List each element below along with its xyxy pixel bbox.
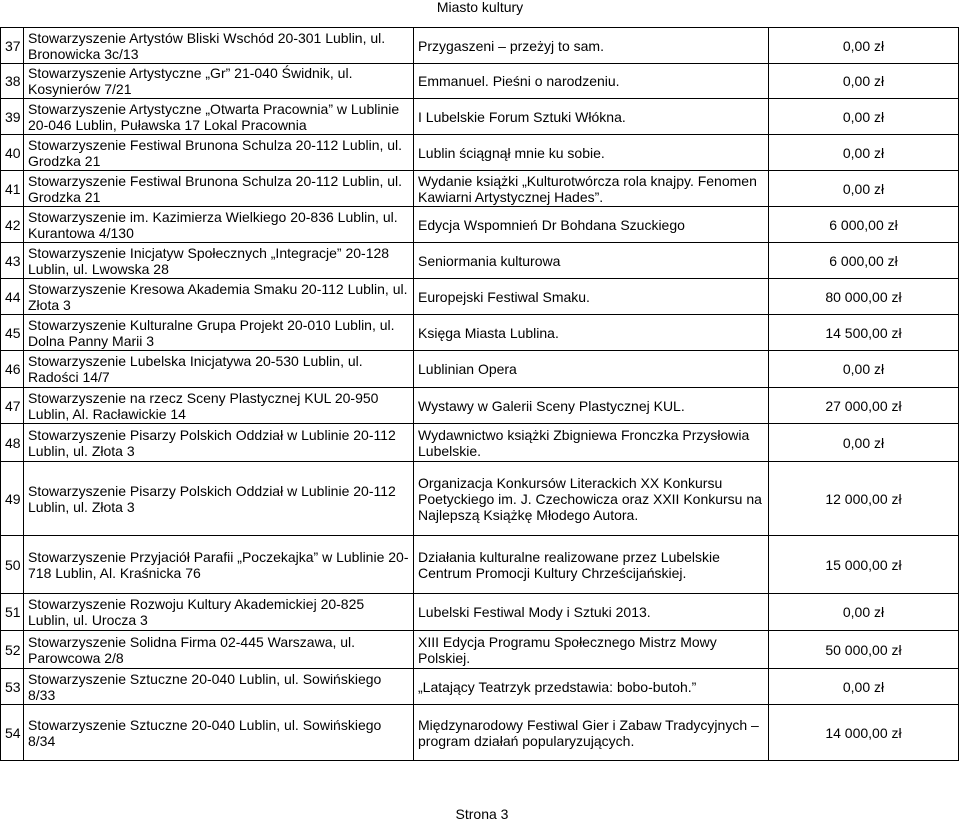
table-row [1, 243, 959, 279]
table-row [1, 135, 959, 171]
applicant-cell: Stowarzyszenie Sztuczne 20-040 Lublin, ul. Sowińskiego 8/33 [24, 669, 414, 705]
row-number: 54 [1, 705, 24, 761]
page-header [0, 0, 960, 18]
amount-cell: 50 000,00 zł [769, 631, 959, 669]
row-number: 40 [1, 135, 24, 171]
applicant-cell: Stowarzyszenie Artystyczne „Gr” 21-040 Świdnik, ul. Kosynierów 7/21 [24, 64, 414, 99]
row-number: 39 [1, 99, 24, 135]
grants-table [0, 27, 959, 761]
applicant-cell: Stowarzyszenie Festiwal Brunona Schulza 20-112 Lublin, ul. Grodzka 21 [24, 135, 414, 171]
applicant-cell: Stowarzyszenie Kresowa Akademia Smaku 20-112 Lublin, ul. Złota 3 [24, 279, 414, 315]
header-title: Miasto kultury [436, 0, 524, 15]
amount-cell: 0,00 zł [769, 99, 959, 135]
project-cell: Lublinian Opera [414, 351, 769, 388]
table-row [1, 279, 959, 315]
table-row [1, 207, 959, 243]
applicant-cell: Stowarzyszenie Lubelska Inicjatywa 20-530 Lublin, ul. Radości 14/7 [24, 351, 414, 388]
row-number: 49 [1, 462, 24, 536]
applicant-cell: Stowarzyszenie Rozwoju Kultury Akademickiej 20-825 Lublin, ul. Urocza 3 [24, 594, 414, 631]
table-row [1, 594, 959, 631]
project-cell: Seniormania kulturowa [414, 243, 769, 279]
project-cell: I Lubelskie Forum Sztuki Włókna. [414, 99, 769, 135]
amount-cell: 15 000,00 zł [769, 536, 959, 594]
amount-cell: 6 000,00 zł [769, 243, 959, 279]
table-row [1, 351, 959, 388]
row-number: 45 [1, 315, 24, 351]
table-row [1, 631, 959, 669]
grants-table-body [1, 28, 959, 761]
applicant-cell: Stowarzyszenie Pisarzy Polskich Oddział w Lublinie 20-112 Lublin, ul. Złota 3 [24, 462, 414, 536]
row-number: 44 [1, 279, 24, 315]
project-cell: Działania kulturalne realizowane przez Lubelskie Centrum Promocji Kultury Chrześcijańskiej. [414, 536, 769, 594]
project-cell: Organizacja Konkursów Literackich XX Konkursu Poetyckiego im. J. Czechowicza oraz XXII Konkursu na Najlepszą Książkę Młodego Autora. [414, 462, 769, 536]
amount-cell: 0,00 zł [769, 594, 959, 631]
amount-cell: 12 000,00 zł [769, 462, 959, 536]
project-cell: XIII Edycja Programu Społecznego Mistrz Mowy Polskiej. [414, 631, 769, 669]
row-number: 47 [1, 388, 24, 424]
table-row [1, 424, 959, 462]
amount-cell: 6 000,00 zł [769, 207, 959, 243]
amount-cell: 80 000,00 zł [769, 279, 959, 315]
table-row [1, 28, 959, 64]
project-cell: Wydawnictwo książki Zbigniewa Fronczka Przysłowia Lubelskie. [414, 424, 769, 462]
applicant-cell: Stowarzyszenie Festiwal Brunona Schulza 20-112 Lublin, ul. Grodzka 21 [24, 171, 414, 207]
table-row [1, 669, 959, 705]
applicant-cell: Stowarzyszenie Inicjatyw Społecznych „Integracje” 20-128 Lublin, ul. Lwowska 28 [24, 243, 414, 279]
row-number: 38 [1, 64, 24, 99]
table-row [1, 64, 959, 99]
amount-cell: 27 000,00 zł [769, 388, 959, 424]
amount-cell: 14 500,00 zł [769, 315, 959, 351]
project-cell: Przygaszeni – przeżyj to sam. [414, 28, 769, 64]
amount-cell: 0,00 zł [769, 669, 959, 705]
page-footer [0, 806, 960, 822]
project-cell: Lublin ściągnął mnie ku sobie. [414, 135, 769, 171]
row-number: 41 [1, 171, 24, 207]
table-row [1, 388, 959, 424]
applicant-cell: Stowarzyszenie Artystów Bliski Wschód 20-301 Lublin, ul. Bronowicka 3c/13 [24, 28, 414, 64]
applicant-cell: Stowarzyszenie Pisarzy Polskich Oddział w Lublinie 20-112 Lublin, ul. Złota 3 [24, 424, 414, 462]
project-cell: Księga Miasta Lublina. [414, 315, 769, 351]
table-row [1, 171, 959, 207]
row-number: 53 [1, 669, 24, 705]
project-cell: Europejski Festiwal Smaku. [414, 279, 769, 315]
applicant-cell: Stowarzyszenie im. Kazimierza Wielkiego 20-836 Lublin, ul. Kurantowa 4/130 [24, 207, 414, 243]
amount-cell: 0,00 zł [769, 424, 959, 462]
row-number: 48 [1, 424, 24, 462]
table-row [1, 462, 959, 536]
applicant-cell: Stowarzyszenie Solidna Firma 02-445 Warszawa, ul. Parowcowa 2/8 [24, 631, 414, 669]
row-number: 50 [1, 536, 24, 594]
project-cell: Wydanie książki „Kulturotwórcza rola knajpy. Fenomen Kawiarni Artystycznej Hades”. [414, 171, 769, 207]
row-number: 37 [1, 28, 24, 64]
applicant-cell: Stowarzyszenie na rzecz Sceny Plastycznej KUL 20-950 Lublin, Al. Racławickie 14 [24, 388, 414, 424]
row-number: 43 [1, 243, 24, 279]
project-cell: „Latający Teatrzyk przedstawia: bobo-butoh.” [414, 669, 769, 705]
row-number: 51 [1, 594, 24, 631]
table-row [1, 536, 959, 594]
applicant-cell: Stowarzyszenie Sztuczne 20-040 Lublin, ul. Sowińskiego 8/34 [24, 705, 414, 761]
project-cell: Emmanuel. Pieśni o narodzeniu. [414, 64, 769, 99]
table-row [1, 99, 959, 135]
project-cell: Lubelski Festiwal Mody i Sztuki 2013. [414, 594, 769, 631]
project-cell: Wystawy w Galerii Sceny Plastycznej KUL. [414, 388, 769, 424]
project-cell: Międzynarodowy Festiwal Gier i Zabaw Tradycyjnych – program działań popularyzujących. [414, 705, 769, 761]
row-number: 42 [1, 207, 24, 243]
amount-cell: 0,00 zł [769, 171, 959, 207]
table-row [1, 315, 959, 351]
applicant-cell: Stowarzyszenie Przyjaciół Parafii „Poczekajka” w Lublinie 20-718 Lublin, Al. Kraśnicka 76 [24, 536, 414, 594]
amount-cell: 0,00 zł [769, 351, 959, 388]
applicant-cell: Stowarzyszenie Kulturalne Grupa Projekt 20-010 Lublin, ul. Dolna Panny Marii 3 [24, 315, 414, 351]
row-number: 52 [1, 631, 24, 669]
applicant-cell: Stowarzyszenie Artystyczne „Otwarta Pracownia” w Lublinie 20-046 Lublin, Puławska 17 Lokal Pracownia [24, 99, 414, 135]
row-number: 46 [1, 351, 24, 388]
amount-cell: 14 000,00 zł [769, 705, 959, 761]
project-cell: Edycja Wspomnień Dr Bohdana Szuckiego [414, 207, 769, 243]
page-number-label: Strona 3 [455, 806, 509, 822]
amount-cell: 0,00 zł [769, 64, 959, 99]
amount-cell: 0,00 zł [769, 28, 959, 64]
amount-cell: 0,00 zł [769, 135, 959, 171]
table-row [1, 705, 959, 761]
